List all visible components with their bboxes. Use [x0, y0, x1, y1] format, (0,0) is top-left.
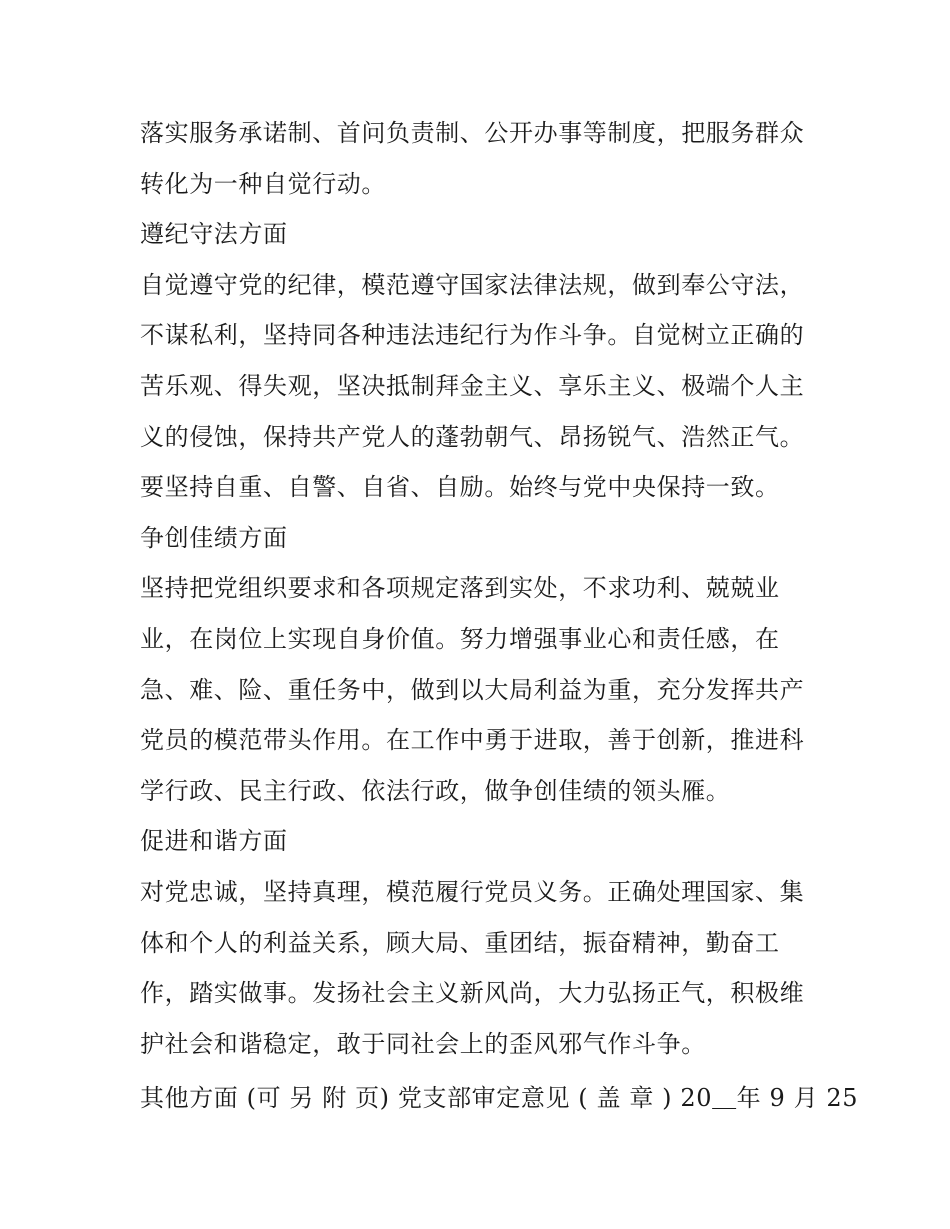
text-line: 对党忠诚，坚持真理，模范履行党员义务。正确处理国家、集 — [140, 877, 805, 906]
text-line: 作，踏实做事。发扬社会主义新风尚，大力弘扬正气，积极维 — [140, 979, 805, 1008]
section-heading-achievement: 争创佳绩方面 — [140, 523, 288, 552]
section-heading-harmony: 促进和谐方面 — [140, 827, 288, 856]
text-line: 坚持把党组织要求和各项规定落到实处，不求功利、兢兢业 — [140, 574, 780, 603]
text-line: 党员的模范带头作用。在工作中勇于进取，善于创新，推进科 — [140, 726, 805, 755]
text-line: 要坚持自重、自警、自省、自励。始终与党中央保持一致。 — [140, 473, 780, 502]
document-body — [140, 108, 859, 1124]
text-line: 体和个人的利益关系，顾大局、重团结，振奋精神，勤奋工 — [140, 928, 780, 957]
text-line: 业，在岗位上实现自身价值。努力增强事业心和责任感，在 — [140, 624, 780, 653]
text-line: 学行政、民主行政、依法行政，做争创佳绩的领头雁。 — [140, 776, 731, 805]
text-line: 义的侵蚀，保持共产党人的蓬勃朝气、昂扬锐气、浩然正气。 — [140, 422, 805, 451]
text-line: 苦乐观、得失观，坚决抵制拜金主义、享乐主义、极端个人主 — [140, 371, 805, 400]
text-line: 急、难、险、重任务中，做到以大局利益为重，充分发挥共产 — [140, 675, 805, 704]
text-line: 护社会和谐稳定，敢于同社会上的歪风邪气作斗争。 — [140, 1029, 706, 1058]
text-line: 不谋私利，坚持同各种违法违纪行为作斗争。自觉树立正确的 — [140, 321, 805, 350]
section-heading-discipline: 遵纪守法方面 — [140, 220, 288, 249]
other-aspects-line: 其他方面 (可 另 附 页) 党支部审定意见 ( 盖 章 ) 20＿年 9 月 25 — [140, 1084, 859, 1113]
text-line: 自觉遵守党的纪律，模范遵守国家法律法规，做到奉公守法， — [140, 270, 805, 299]
text-line: 落实服务承诺制、首问负责制、公开办事等制度，把服务群众 — [140, 119, 805, 147]
text-line: 转化为一种自觉行动。 — [140, 169, 386, 198]
